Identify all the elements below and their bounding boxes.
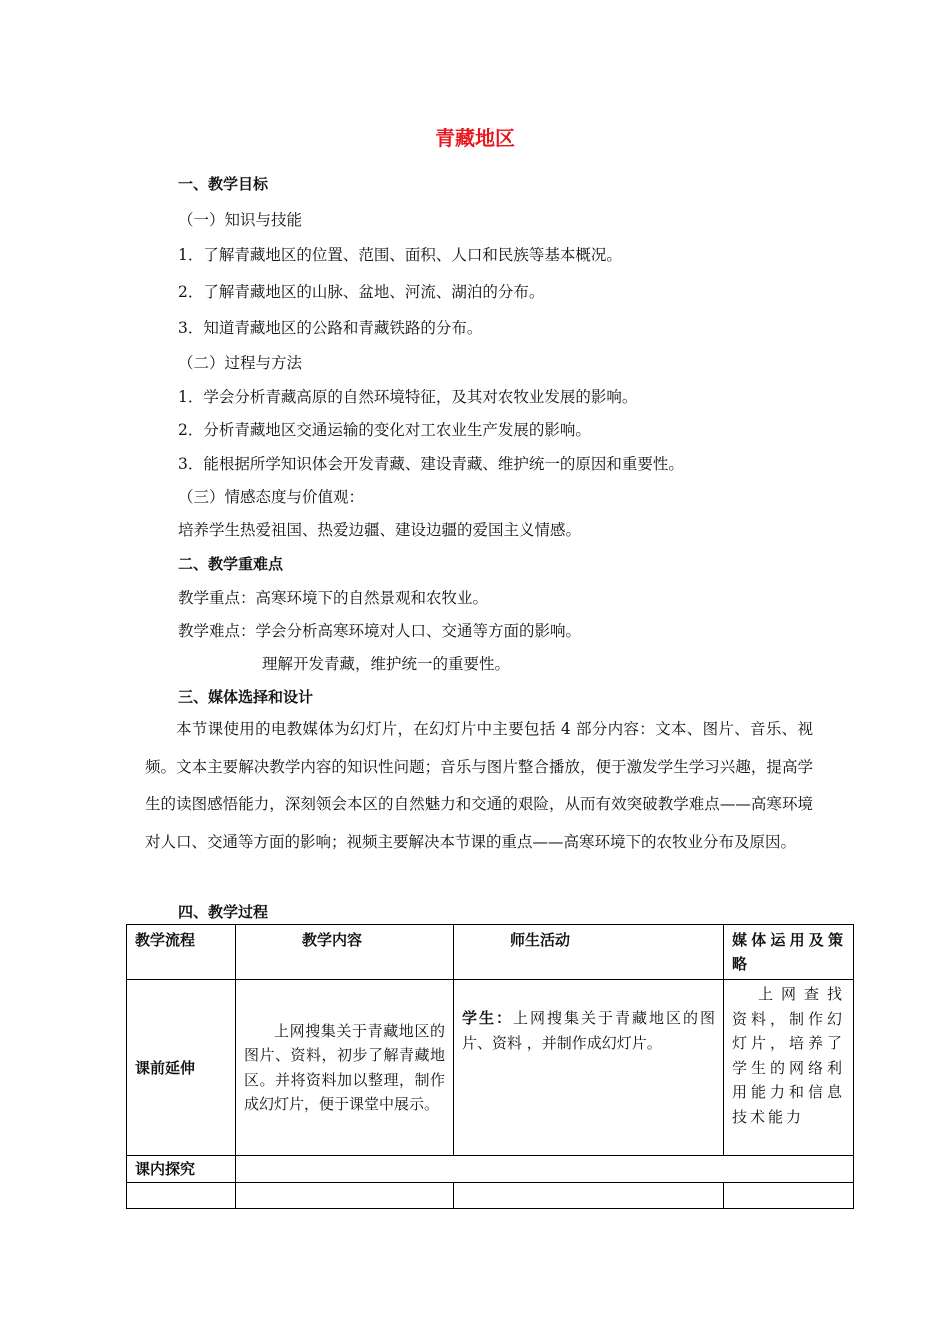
subheading-knowledge: （一）知识与技能 (178, 211, 303, 229)
cell-empty (127, 1183, 236, 1209)
cell-flow-2: 课内探究 (127, 1156, 236, 1183)
header-media: 媒体运用及策略 (724, 925, 854, 980)
cell-empty-span (236, 1156, 854, 1183)
cell-flow: 课前延伸 (127, 980, 236, 1156)
table-row (127, 1183, 854, 1209)
cell-empty (724, 1183, 854, 1209)
cell-content: 上网搜集关于青藏地区的图片、资料，初步了解青藏地区。并将资料加以整理，制作成幻灯片，便于课堂中展示。 (244, 1021, 445, 1113)
knowledge-item-3: 3．知道青藏地区的公路和青藏铁路的分布。 (178, 319, 483, 337)
cell-media-wrap (724, 980, 854, 1156)
cell-empty (454, 1183, 724, 1209)
section-heading-process: 四、教学过程 (178, 903, 269, 921)
knowledge-item-1: 1．了解青藏地区的位置、范围、面积、人口和民族等基本概况。 (178, 246, 622, 264)
key-point-text: 教学重点：高寒环境下的自然景观和农牧业。 (178, 589, 489, 607)
section-heading-objectives: 一、教学目标 (178, 175, 269, 193)
section-heading-keypoints: 二、教学重难点 (178, 555, 284, 573)
table-header-row (127, 925, 854, 980)
emotion-item: 培养学生热爱祖国、热爱边疆、建设边疆的爱国主义情感。 (178, 521, 582, 539)
cell-activity (454, 980, 723, 1059)
process-item-2: 2．分析青藏地区交通运输的变化对工农业生产发展的影响。 (178, 421, 591, 439)
cell-media: 上网查找资料，制作幻灯片，培养了学生的网络利用能力和信息技术能力 (732, 985, 845, 1126)
header-flow: 教学流程 (127, 925, 236, 980)
process-item-3: 3．能根据所学知识体会开发青藏、建设青藏、维护统一的原因和重要性。 (178, 455, 684, 473)
media-paragraph: 本节课使用的电教媒体为幻灯片，在幻灯片中主要包括 4 部分内容：文本、图片、音乐、视频。文本主要解决教学内容的知识性问题；音乐与图片整合播放，便于激发学生学习兴趣，提高学生的读图感悟能力，深刻领会本区的自然魅力和交通的艰险，从而有效突破教学难点——高寒环境对人口、交通等方面的影响；视频主要解决本节课的重点——高寒环境下的农牧业分布及原因。 (145, 720, 813, 851)
document-title: 青藏地区 (435, 126, 515, 150)
activity-label: 学生： (462, 1009, 513, 1027)
cell-content-wrap (236, 980, 454, 1156)
table-row (127, 1156, 854, 1183)
section-heading-media: 三、媒体选择和设计 (178, 688, 314, 706)
teaching-process-table (126, 924, 854, 1209)
subheading-emotion: （三）情感态度与价值观： (178, 488, 365, 506)
process-item-1: 1．学会分析青藏高原的自然环境特征，及其对农牧业发展的影响。 (178, 388, 638, 406)
subheading-process: （二）过程与方法 (178, 354, 303, 372)
header-content: 教学内容 (236, 925, 454, 980)
activity-text: 上网搜集关于青藏地区的图片、资料 ，并制作成幻灯片。 (462, 1009, 715, 1052)
table-row (127, 980, 854, 1156)
difficulty-text-2: 理解开发青藏，维护统一的重要性。 (262, 655, 511, 673)
header-activity: 师生活动 (454, 925, 724, 980)
difficulty-text: 教学难点：学会分析高寒环境对人口、交通等方面的影响。 (178, 622, 582, 640)
cell-empty (236, 1183, 454, 1209)
knowledge-item-2: 2．了解青藏地区的山脉、盆地、河流、湖泊的分布。 (178, 283, 545, 301)
cell-activity-wrap (454, 980, 724, 1156)
